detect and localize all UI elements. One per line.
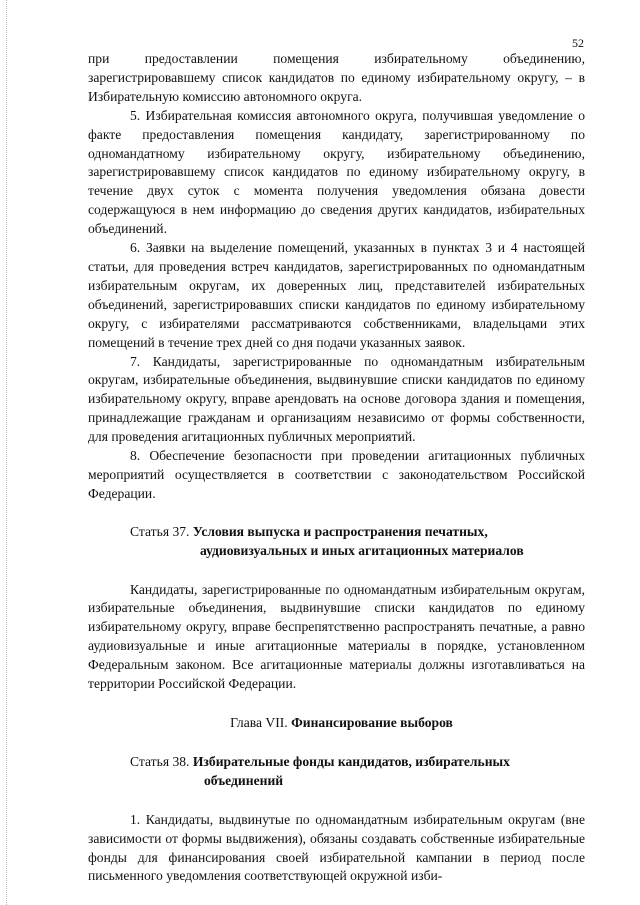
article-38-heading: [88, 753, 585, 791]
paragraph-item-5: 5. Избирательная комиссия автономного округа, получившая уведомление о факте предоставления помещения кандидату, зарегистрированному по одномандатному избирательному округу, избирательному объединению, зарегистрировавшему список кандидатов по единому избирательному округу, в течение двух суток с момента получения уведомления обязана довести содержащуюся в нем информацию до сведения других кандидатов, избирательных объединений.: [88, 107, 585, 237]
chapter-7-title: Финансирование выборов: [291, 715, 453, 730]
paragraph-continuation: при предоставлении помещения избирательному объединению, зарегистрировавшему список кандидатов по единому избирательному округу, – в Избирательную комиссию автономного округа.: [88, 51, 585, 104]
paragraph-item-7: 7. Кандидаты, зарегистрированные по одномандатным избирательным округам, избирательные объединения, выдвинувшие списки кандидатов по единому избирательному округу, вправе арендовать на основе договора здания и помещения, принадлежащие гражданам и организациям независимо от формы собственности, для проведения агитационных публичных мероприятий.: [88, 353, 585, 445]
chapter-7-heading: [88, 714, 585, 733]
page-number: 52: [572, 36, 584, 50]
article-38-title: Избирательные фонды кандидатов, избирательных объединений: [192, 753, 510, 788]
article-37-prefix: Статья 37.: [130, 523, 193, 539]
article-38-prefix: Статья 38.: [130, 753, 193, 769]
article-37-heading: [88, 523, 585, 561]
paragraph-item-8: 8. Обеспечение безопасности при проведении агитационных публичных мероприятий осуществляется в соответствии с законодательством Российской Федерации.: [88, 448, 585, 501]
article-38-text: 1. Кандидаты, выдвинутые по одномандатным избирательным округам (вне зависимости от формы выдвижения), обязаны создавать собственные избирательные фонды для финансирования своей избирательной кампании в период после письменного уведомления соответствующей окружной изби-: [88, 811, 585, 884]
paragraph-item-6: 6. Заявки на выделение помещений, указанных в пунктах 3 и 4 настоящей статьи, для проведения встреч кандидатов, зарегистрированных по одномандатным избирательным округам, их доверенных лиц, представителей избирательных объединений, зарегистрировавших списки кандидатов по единому избирательному округу, с избирателями рассматриваются собственниками, владельцами этих помещений в течение трех дней со дня подачи указанных заявок.: [88, 240, 585, 350]
article-37-title: Условия выпуска и распространения печатных, аудиовизуальных и иных агитационных материалов: [192, 523, 524, 558]
scan-edge: [6, 0, 8, 905]
document-body: [88, 50, 585, 886]
article-37-text: Кандидаты, зарегистрированные по одномандатным избирательным округам, избирательные объединения, выдвинувшие списки кандидатов по единому избирательному округу, вправе беспрепятственно распространять печатные, а равно аудиовизуальные и иные агитационные материалы в порядке, установленном Федеральным законом. Все агитационные материалы должны изготавливаться на территории Российской Федерации.: [88, 581, 585, 692]
chapter-7-prefix: Глава VII.: [230, 715, 292, 730]
